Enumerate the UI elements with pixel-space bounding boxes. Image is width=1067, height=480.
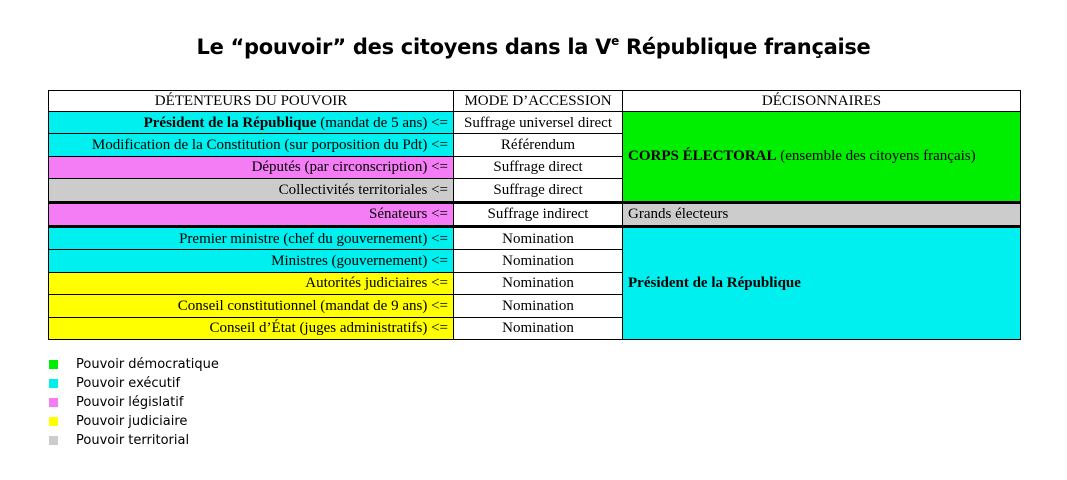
mode-cell: Nomination [454, 272, 623, 294]
mode-cell: Suffrage universel direct [454, 112, 623, 134]
mode-cell: Nomination [454, 317, 623, 339]
mode-cell: Nomination [454, 295, 623, 317]
mode-cell: Suffrage indirect [454, 202, 623, 226]
header-mode: MODE D’ACCESSION [454, 91, 623, 112]
holder-cell: Président de la République (mandat de 5 ans) <= [49, 112, 454, 134]
legend-item: Pouvoir exécutif [49, 374, 219, 393]
holder-cell: Modification de la Constitution (sur porposition du Pdt) <= [49, 134, 454, 156]
legend [49, 355, 219, 450]
decision-grands-electeurs: Grands électeurs [623, 202, 1021, 226]
power-table [48, 90, 1021, 340]
holder-cell: Premier ministre (chef du gouvernement) <= [49, 226, 454, 249]
holder-cell: Autorités judiciaires <= [49, 272, 454, 294]
mode-cell: Nomination [454, 226, 623, 249]
decision-president: Président de la République [623, 226, 1021, 339]
table-row [49, 112, 1021, 134]
page-title: Le “pouvoir” des citoyens dans la Ve République française [196, 34, 871, 59]
title-superscript: e [611, 34, 619, 48]
holder-cell: Ministres (gouvernement) <= [49, 250, 454, 272]
header-holders: DÉTENTEURS DU POUVOIR [49, 91, 454, 112]
table-header-row [49, 91, 1021, 112]
holder-cell: Députés (par circonscription) <= [49, 156, 454, 178]
mode-cell: Référendum [454, 134, 623, 156]
decision-corps-electoral: CORPS ÉLECTORAL (ensemble des citoyens français) [623, 112, 1021, 203]
legend-item: Pouvoir territorial [49, 431, 219, 450]
mode-cell: Suffrage direct [454, 179, 623, 202]
legend-swatch-democratic [49, 360, 58, 369]
legend-swatch-executive [49, 379, 58, 388]
table-row [49, 202, 1021, 226]
mode-cell: Suffrage direct [454, 156, 623, 178]
legend-swatch-territorial [49, 436, 58, 445]
legend-item: Pouvoir législatif [49, 393, 219, 412]
legend-swatch-judicial [49, 417, 58, 426]
holder-cell: Sénateurs <= [49, 202, 454, 226]
table-row [49, 226, 1021, 249]
legend-item: Pouvoir judiciaire [49, 412, 219, 431]
mode-cell: Nomination [454, 250, 623, 272]
holder-cell: Conseil constitutionnel (mandat de 9 ans) <= [49, 295, 454, 317]
legend-swatch-legislative [49, 398, 58, 407]
holder-cell: Collectivités territoriales <= [49, 179, 454, 202]
header-decision: DÉCISONNAIRES [623, 91, 1021, 112]
holder-cell: Conseil d’État (juges administratifs) <= [49, 317, 454, 339]
legend-item: Pouvoir démocratique [49, 355, 219, 374]
